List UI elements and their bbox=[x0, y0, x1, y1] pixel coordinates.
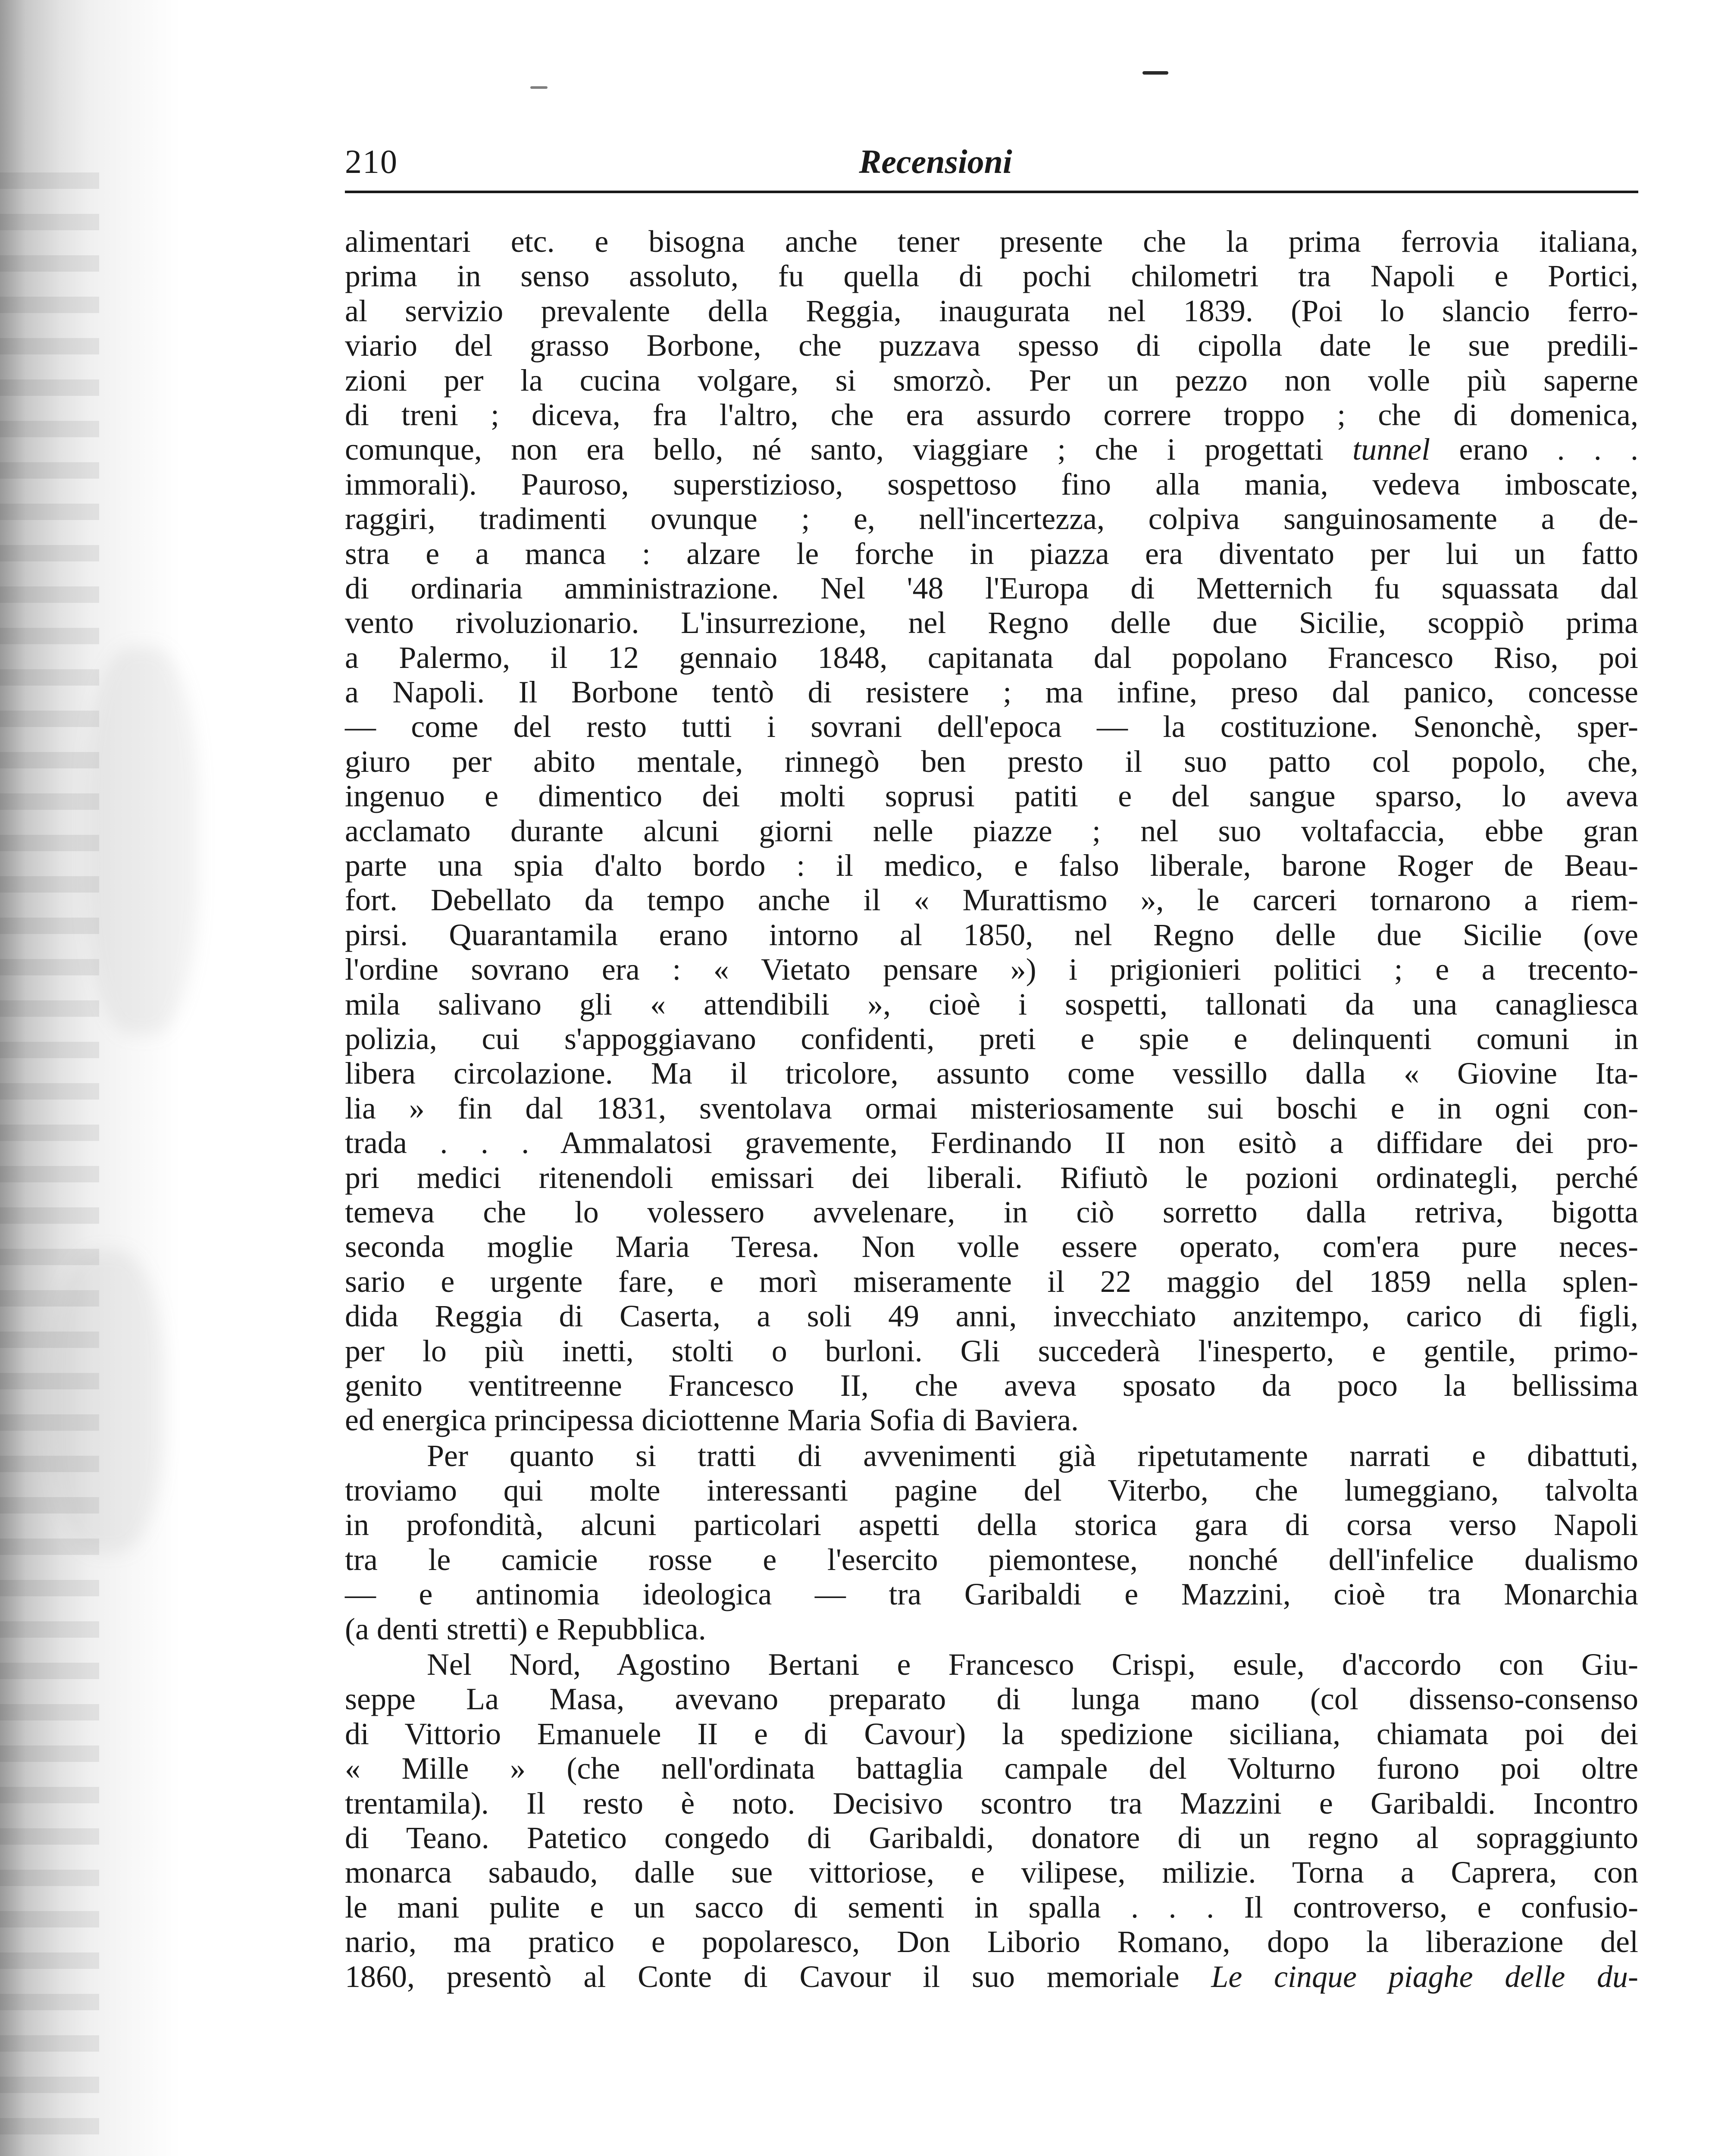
text-line: vento rivoluzionario. L'insurrezione, nel Regno delle due Sicilie, scoppiò prima bbox=[345, 605, 1638, 640]
text-line: tra le camicie rosse e l'esercito piemontese, nonché dell'infelice dualismo bbox=[345, 1542, 1638, 1577]
text-line: trentamila). Il resto è noto. Decisivo scontro tra Mazzini e Garibaldi. Incontro bbox=[345, 1786, 1638, 1821]
text-line: acclamato durante alcuni giorni nelle piazze ; nel suo voltafaccia, ebbe gran bbox=[345, 813, 1638, 848]
text-line bbox=[345, 1959, 1638, 1994]
text-line: sario e urgente fare, e morì miseramente il 22 maggio del 1859 nella splen- bbox=[345, 1264, 1638, 1299]
text-line: Nel Nord, Agostino Bertani e Francesco Crispi, esule, d'accordo con Giu- bbox=[427, 1647, 1638, 1682]
text-line: le mani pulite e un sacco di sementi in spalla . . . Il controverso, e confusio- bbox=[345, 1890, 1638, 1924]
text-line: pri medici ritenendoli emissari dei liberali. Rifiutò le pozioni ordinategli, perché bbox=[345, 1160, 1638, 1195]
text-line: seppe La Masa, avevano preparato di lunga mano (col dissenso-consenso bbox=[345, 1682, 1638, 1717]
text-line: trada . . . Ammalatosi gravemente, Ferdinando II non esitò a diffidare dei pro- bbox=[345, 1125, 1638, 1160]
text-line: dida Reggia di Caserta, a soli 49 anni, invecchiato anzitempo, carico di figli, bbox=[345, 1299, 1638, 1334]
text-line: giuro per abito mentale, rinnegò ben presto il suo patto col popolo, che, bbox=[345, 744, 1638, 779]
text-line: a Napoli. Il Borbone tentò di resistere ; ma infine, preso dal panico, concesse bbox=[345, 675, 1638, 710]
text-line: (a denti stretti) e Repubblica. bbox=[345, 1611, 706, 1646]
scan-speck bbox=[1142, 71, 1168, 75]
header-rule bbox=[345, 191, 1638, 193]
text-line: « Mille » (che nell'ordinata battaglia campale del Volturno furono poi oltre bbox=[345, 1751, 1638, 1786]
text-line: Per quanto si tratti di avvenimenti già ripetutamente narrati e dibattuti, bbox=[427, 1438, 1638, 1473]
text-line: mila salivano gli « attendibili », cioè i sospetti, tallonati da una canagliesca bbox=[345, 987, 1638, 1022]
text-line: monarca sabaudo, dalle sue vittoriose, e vilipese, milizie. Torna a Caprera, con bbox=[345, 1855, 1638, 1890]
text-line: al servizio prevalente della Reggia, inaugurata nel 1839. (Poi lo slancio ferro- bbox=[345, 293, 1638, 328]
text-line: lia » fin dal 1831, sventolava ormai misteriosamente sui boschi e in ogni con- bbox=[345, 1091, 1638, 1125]
text-line: pirsi. Quarantamila erano intorno al 1850, nel Regno delle due Sicilie (ove bbox=[345, 917, 1638, 952]
text-line: l'ordine sovrano era : « Vietato pensare ») i prigionieri politici ; e a trecento- bbox=[345, 952, 1638, 987]
text-line: seconda moglie Maria Teresa. Non volle essere operato, com'era pure neces- bbox=[345, 1229, 1638, 1264]
text-line: temeva che lo volessero avvelenare, in ciò sorretto dalla retriva, bigotta bbox=[345, 1194, 1638, 1229]
text-segment: comunque, non era bello, né santo, viaggiare ; che i progettati bbox=[345, 432, 1353, 467]
page-shadow bbox=[86, 647, 198, 1035]
text-line: a Palermo, il 12 gennaio 1848, capitanata dal popolano Francesco Riso, poi bbox=[345, 640, 1638, 675]
text-line: fort. Debellato da tempo anche il « Murattismo », le carceri tornarono a riem- bbox=[345, 883, 1638, 918]
page-header bbox=[345, 134, 1638, 190]
text-line bbox=[345, 432, 1638, 467]
text-line: ed energica principessa diciottenne Maria Sofia di Baviera. bbox=[345, 1403, 1079, 1438]
text-segment: erano . . . bbox=[1430, 432, 1638, 467]
text-line: — e antinomia ideologica — tra Garibaldi e Mazzini, cioè tra Monarchia bbox=[345, 1577, 1638, 1612]
text-line: zioni per la cucina volgare, si smorzò. Per un pezzo non volle più saperne bbox=[345, 363, 1638, 398]
text-line: troviamo qui molte interessanti pagine del Viterbo, che lumeggiano, talvolta bbox=[345, 1473, 1638, 1508]
text-line: di treni ; diceva, fra l'altro, che era assurdo correre troppo ; che di domenica, bbox=[345, 397, 1638, 432]
running-title: Recensioni bbox=[859, 143, 1012, 180]
text-line: di ordinaria amministrazione. Nel '48 l'Europa di Metternich fu squassata dal bbox=[345, 570, 1638, 605]
text-line: immorali). Pauroso, superstizioso, sospettoso fino alla mania, vedeva imboscate, bbox=[345, 467, 1638, 501]
text-line: prima in senso assoluto, fu quella di pochi chilometri tra Napoli e Portici, bbox=[345, 259, 1638, 294]
text-line: libera circolazione. Ma il tricolore, assunto come vessillo dalla « Giovine Ita- bbox=[345, 1056, 1638, 1091]
text-line: alimentari etc. e bisogna anche tener presente che la prima ferrovia italiana, bbox=[345, 224, 1638, 259]
italic-title: Le cinque piaghe delle du- bbox=[1211, 1959, 1638, 1994]
text-line: raggiri, tradimenti ovunque ; e, nell'incertezza, colpiva sanguinosamente a de- bbox=[345, 501, 1638, 536]
text-segment: 1860, presentò al Conte di Cavour il suo memoriale bbox=[345, 1959, 1211, 1994]
text-line: polizia, cui s'appoggiavano confidenti, preti e spie e delinquenti comuni in bbox=[345, 1021, 1638, 1056]
text-line: di Vittorio Emanuele II e di Cavour) la spedizione siciliana, chiamata poi dei bbox=[345, 1716, 1638, 1751]
text-line: parte una spia d'alto bordo : il medico, e falso liberale, barone Roger de Beau- bbox=[345, 848, 1638, 883]
text-line: per lo più inetti, stolti o burloni. Gli succederà l'inesperto, e gentile, primo- bbox=[345, 1333, 1638, 1368]
review-text bbox=[345, 224, 1638, 1994]
text-line: nario, ma pratico e popolaresco, Don Liborio Romano, dopo la liberazione del bbox=[345, 1924, 1638, 1959]
text-line: di Teano. Patetico congedo di Garibaldi, donatore di un regno al sopraggiunto bbox=[345, 1820, 1638, 1855]
text-line: — come del resto tutti i sovrani dell'epoca — la costituzione. Senonchè, sper- bbox=[345, 709, 1638, 744]
text-line: viario del grasso Borbone, che puzzava spesso di cipolla date le sue predili- bbox=[345, 328, 1638, 363]
page-shadow bbox=[52, 1250, 164, 1552]
text-line: in profondità, alcuni particolari aspetti della storica gara di corsa verso Napoli bbox=[345, 1507, 1638, 1542]
text-line: stra e a manca : alzare le forche in piazza era diventato per lui un fatto bbox=[345, 536, 1638, 571]
page-number: 210 bbox=[345, 143, 398, 180]
italic-term: tunnel bbox=[1352, 432, 1430, 467]
paragraph bbox=[345, 1647, 1638, 1994]
scan-speck bbox=[530, 86, 548, 89]
facing-page-bleed bbox=[0, 172, 99, 2156]
paragraph bbox=[345, 224, 1638, 1438]
text-line: ingenuo e dimentico dei molti soprusi patiti e del sangue sparso, lo aveva bbox=[345, 779, 1638, 814]
text-line: genito ventitreenne Francesco II, che aveva sposato da poco la bellissima bbox=[345, 1368, 1638, 1403]
paragraph bbox=[345, 1438, 1638, 1646]
